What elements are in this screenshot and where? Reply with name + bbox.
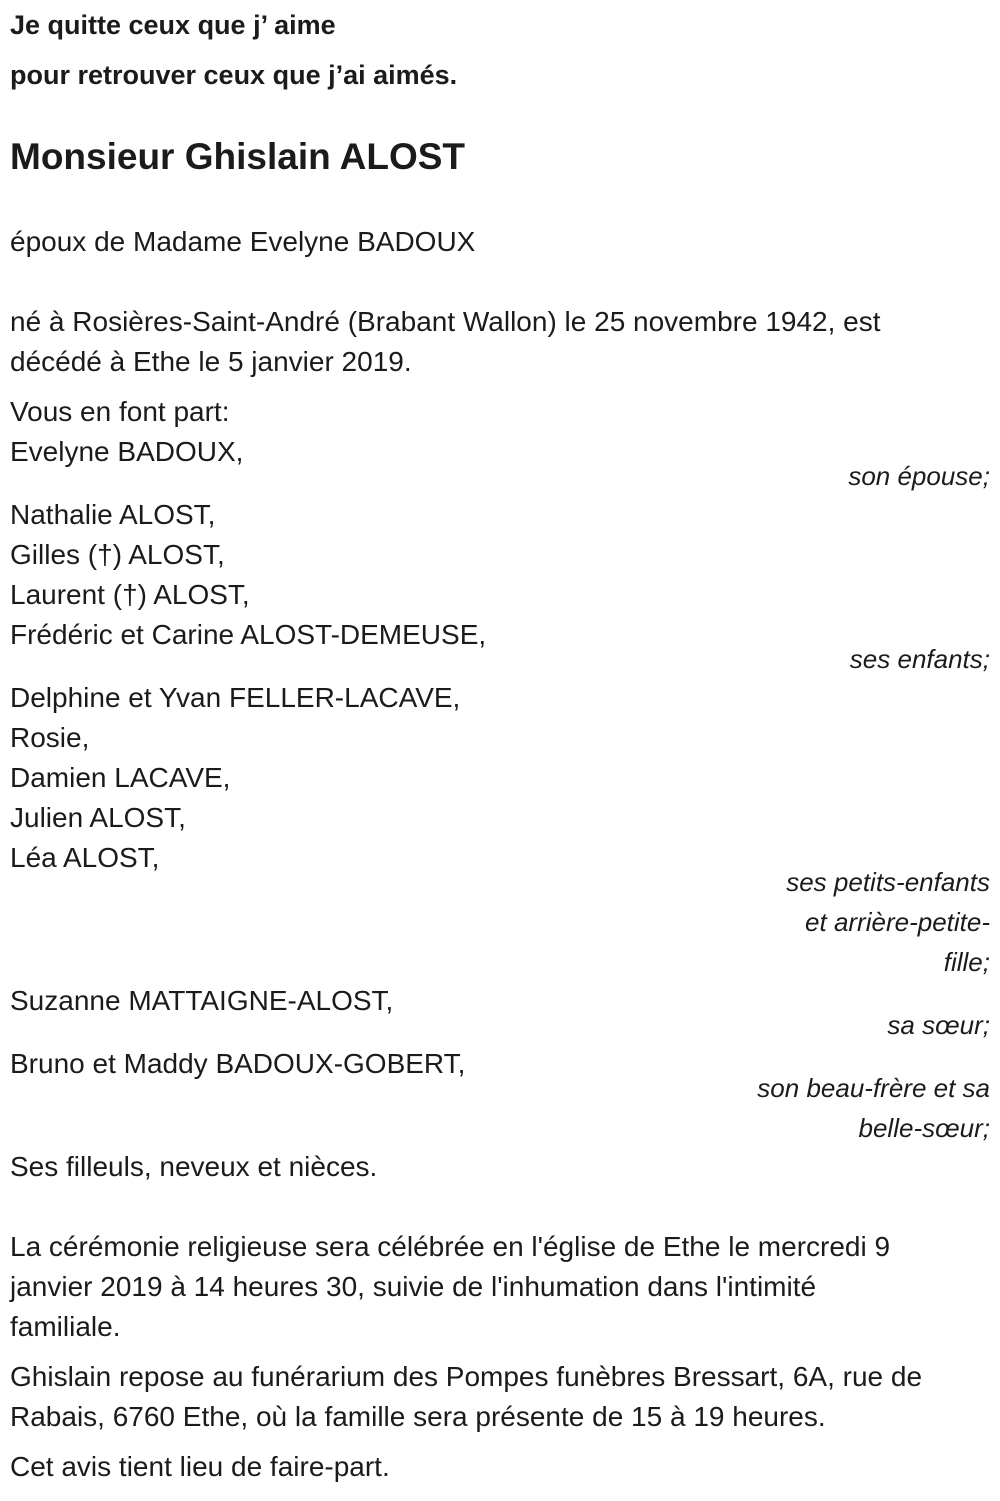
epitaph-line-2: pour retrouver ceux que j’ai aimés. <box>10 60 458 90</box>
relation-spouse: son épouse; <box>848 461 990 491</box>
birth-death-line-1: né à Rosières-Saint-André (Brabant Wallon) le 25 novembre 1942, est <box>10 306 881 337</box>
family-name-grandchild-4: Julien ALOST, <box>10 802 186 833</box>
family-name-in-laws: Bruno et Maddy BADOUX-GOBERT, <box>10 1048 466 1079</box>
family-name-grandchild-5: Léa ALOST, <box>10 842 160 873</box>
relation-in-laws-line-2: belle-sœur; <box>858 1113 990 1143</box>
spouse-line: époux de Madame Evelyne BADOUX <box>10 226 476 257</box>
deceased-name: Monsieur Ghislain ALOST <box>10 136 466 177</box>
family-others: Ses filleuls, neveux et nièces. <box>10 1151 378 1182</box>
relation-grandchildren-line-3: fille; <box>943 947 990 977</box>
viewing-line-2: Rabais, 6760 Ethe, où la famille sera présente de 15 à 19 heures. <box>10 1401 826 1432</box>
announcement-intro: Vous en font part: <box>10 396 230 427</box>
relation-grandchildren-line-2: et arrière-petite- <box>805 907 990 937</box>
relation-sister: sa sœur; <box>887 1010 990 1040</box>
family-name-sister: Suzanne MATTAIGNE-ALOST, <box>10 985 394 1016</box>
closing-note: Cet avis tient lieu de faire-part. <box>10 1451 390 1482</box>
family-name-spouse: Evelyne BADOUX, <box>10 436 244 467</box>
relation-in-laws-line-1: son beau-frère et sa <box>757 1073 990 1103</box>
ceremony-line-2: janvier 2019 à 14 heures 30, suivie de l'inhumation dans l'intimité <box>10 1271 817 1302</box>
birth-death-line-2: décédé à Ethe le 5 janvier 2019. <box>10 346 412 377</box>
family-name-child-4: Frédéric et Carine ALOST-DEMEUSE, <box>10 619 487 650</box>
family-name-grandchild-3: Damien LACAVE, <box>10 762 231 793</box>
family-name-child-2: Gilles (†) ALOST, <box>10 539 225 570</box>
family-name-child-1: Nathalie ALOST, <box>10 499 216 530</box>
ceremony-line-1: La cérémonie religieuse sera célébrée en l'église de Ethe le mercredi 9 <box>10 1231 891 1262</box>
relation-grandchildren-line-1: ses petits-enfants <box>786 867 990 897</box>
relation-children: ses enfants; <box>849 644 990 674</box>
family-name-grandchild-2: Rosie, <box>10 722 90 753</box>
family-name-grandchild-1: Delphine et Yvan FELLER-LACAVE, <box>10 682 461 713</box>
ceremony-line-3: familiale. <box>10 1311 121 1342</box>
family-name-child-3: Laurent (†) ALOST, <box>10 579 250 610</box>
epitaph-line-1: Je quitte ceux que j’ aime <box>10 10 336 40</box>
viewing-line-1: Ghislain repose au funérarium des Pompes funèbres Bressart, 6A, rue de <box>10 1361 923 1392</box>
